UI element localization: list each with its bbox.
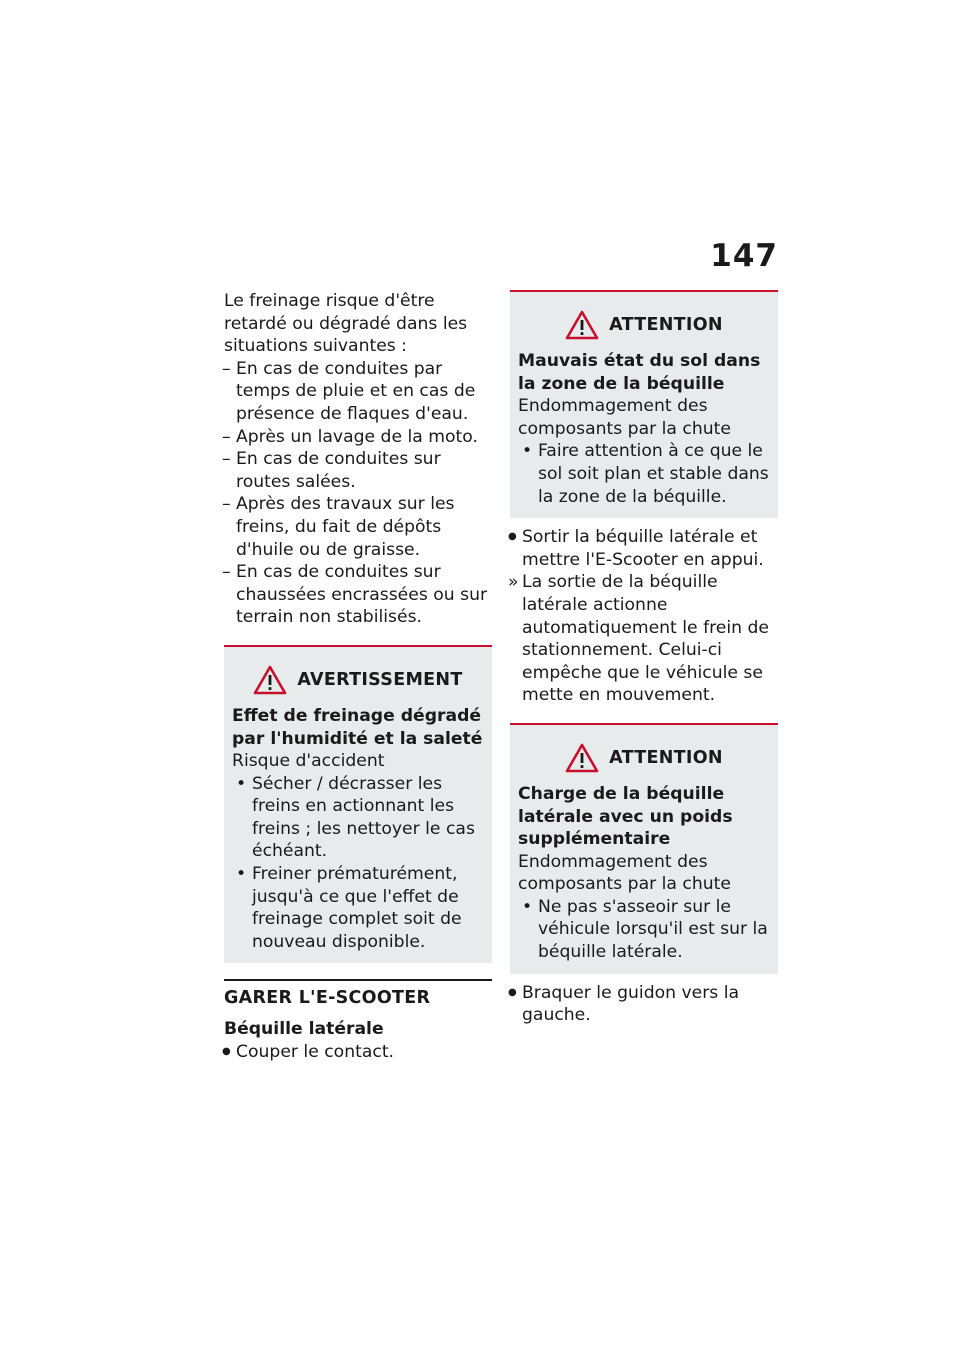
attention-title: Charge de la béquille latérale avec un poids supplémentaire [518,783,733,850]
attention-risk: Endommagement des composants par la chute [518,396,731,439]
attention-title: Mauvais état du sol dans la zone de la béquille [518,351,761,394]
warning-header [232,665,484,695]
list-item: • Faire attention à ce que le sol soit plan et stable dans la zone de la béquille. [518,440,770,508]
attention-label: ATTENTION [609,747,723,768]
list-item: – Après des travaux sur les freins, du fait de dépôts d'huile ou de graisse. [224,493,492,561]
sub-title: Béquille latérale [224,1019,384,1040]
warning-box [224,645,492,964]
attention-header [518,310,770,340]
list-item: – En cas de conduites sur chaussées encrassées ou sur terrain non stabilisés. [224,561,492,629]
section-title: GARER L'E-SCOOTER [224,979,492,1010]
intro-text: Le freinage risque d'être retardé ou dégradé dans les situations suivantes : [224,291,468,357]
attention-box-2 [510,723,778,974]
list-item: – Après un lavage de la moto. [224,426,492,449]
warning-label: AVERTISSEMENT [297,669,463,690]
warning-title: Effet de freinage dégradé par l'humidité et la saleté [232,705,483,749]
list-item: – En cas de conduites sur routes salées. [224,448,492,493]
warning-triangle-icon [565,743,599,773]
attention-risk: Endommagement des composants par la chute [518,851,731,895]
attention-box-1 [510,290,778,518]
warning-triangle-icon [253,665,287,695]
step-item: ● Couper le contact. [224,1041,492,1064]
result-item: » La sortie de la béquille latérale actionne automatiquement le frein de stationnement. Celui-ci empêche que le véhicule se mette en mouvement. [510,571,778,707]
step-item: ● Braquer le guidon vers la gauche. [510,982,778,1027]
conditions-list [224,358,492,629]
list-item: • Sécher / décrasser les freins en actionnant les freins ; les nettoyer le cas échéant. [232,773,484,863]
warning-risk: Risque d'accident [232,751,385,772]
attention-header [518,743,770,773]
right-column [510,290,778,1027]
left-column [224,290,492,1063]
list-item: – En cas de conduites par temps de pluie et en cas de présence de flaques d'eau. [224,358,492,426]
page-number: 147 [710,238,778,274]
list-item: • Freiner prématurément, jusqu'à ce que l'effet de freinage complet soit de nouveau disponible. [232,863,484,953]
warning-triangle-icon [565,310,599,340]
list-item: • Ne pas s'asseoir sur le véhicule lorsqu'il est sur la béquille latérale. [518,896,770,964]
step-item: ● Sortir la béquille latérale et mettre l'E-Scooter en appui. [510,526,778,571]
attention-label: ATTENTION [609,314,723,335]
